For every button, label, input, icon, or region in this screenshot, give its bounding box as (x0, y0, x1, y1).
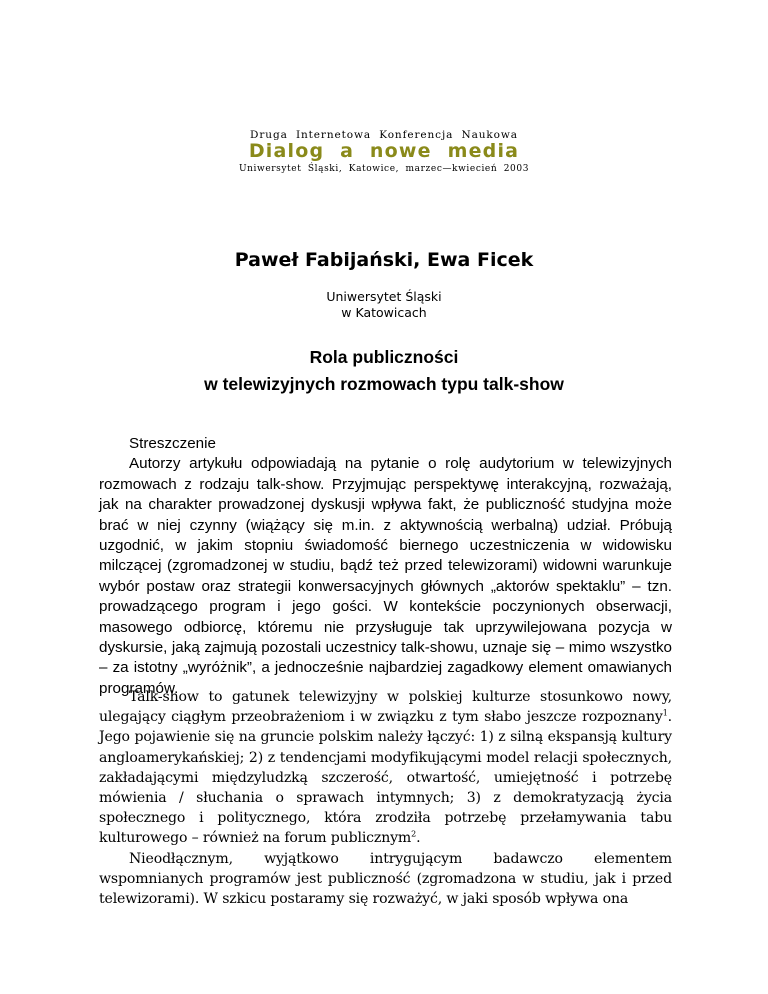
conference-venue-date: Uniwersytet Śląski, Katowice, marzec—kwiecień 2003 (238, 164, 530, 174)
conference-title: Dialog a nowe media (248, 140, 520, 162)
affiliation-university: Uniwersytet Śląski (326, 289, 442, 304)
body-paragraph-2: Nieodłącznym, wyjątkowo intrygującym badawczo elementem wspomnianych programów jest publiczność (zgromadzona w studiu, jak i przed telewizorami). W szkicu postaramy się rozważyć, w jaki sposób wpływa ona (99, 850, 672, 908)
body-paragraph-1-end: . (416, 830, 421, 847)
abstract-section (99, 434, 672, 699)
footnote-ref-2[interactable]: 2 (411, 829, 417, 839)
affiliation-city: w Katowicach (341, 305, 427, 320)
body-paragraph-1 (99, 687, 672, 849)
abstract-heading: Streszczenie (129, 435, 216, 452)
article-title-line2: w telewizyjnych rozmowach typu talk-show (204, 374, 564, 394)
article-authors: Paweł Fabijański, Ewa Ficek (234, 249, 534, 271)
article-body (99, 687, 672, 909)
article-title-line1: Rola publiczności (309, 347, 459, 367)
body-paragraph-1-text: Talk-show to gatunek telewizyjny w polskiej kulturze stosunkowo nowy, ulegający ciągłym przeobrażeniom i w związku z tym słabo jeszcze rozpoznany (99, 689, 672, 726)
abstract-text: Autorzy artykułu odpowiadają na pytanie o rolę audytorium w telewizyjnych rozmowach z rodzaju talk-show. Przyjmując perspektywę interakcyjną, rozważają, jak na charakter prowadzonej dyskusji wpływa fakt, że publiczność studyjna może brać w niej czynny (wiążący się m.in. z aktywnością werbalną) udział. Próbują uzgodnić, w jakim stopniu świadomość biernego uczestniczenia w widowisku milczącej (zgromadzonej w studiu, bądź też przed telewizorami) widowni warunkuje wybór postaw oraz strategii konwersacyjnych głównych „aktorów spektaklu” – tzn. prowadzącego program i jego gości. W kontekście poczynionych obserwacji, masowego odbiorcę, któremu nie przysługuje tak uprzywilejowana pozycja w dyskursie, jaką zajmują pozostali uczestnicy talk-showu, uznaje się – mimo wszystko – za istotny „wyróżnik”, a jednocześnie najbardziej zagadkowy element omawianych programów. (99, 455, 672, 697)
body-paragraph-1-continued: . Jego pojawienie się na gruncie polskim należy łączyć: 1) z silną ekspansją kultury angloamerykańskiej; 2) z tendencjami modyfikującymi model relacji społecznych, zakładającymi międzyludzką szczerość, otwartość, umiejętność i potrzebę mówienia / słuchania o sprawach intymnych; 3) z demokratyzacją życia społecznego i politycznego, która zrodziła potrzebę przełamywania tabu kulturowego – również na forum publicznym (99, 709, 672, 847)
footnote-ref-1[interactable]: 1 (662, 708, 668, 718)
conference-series-label: Druga Internetowa Konferencja Naukowa (250, 129, 518, 141)
